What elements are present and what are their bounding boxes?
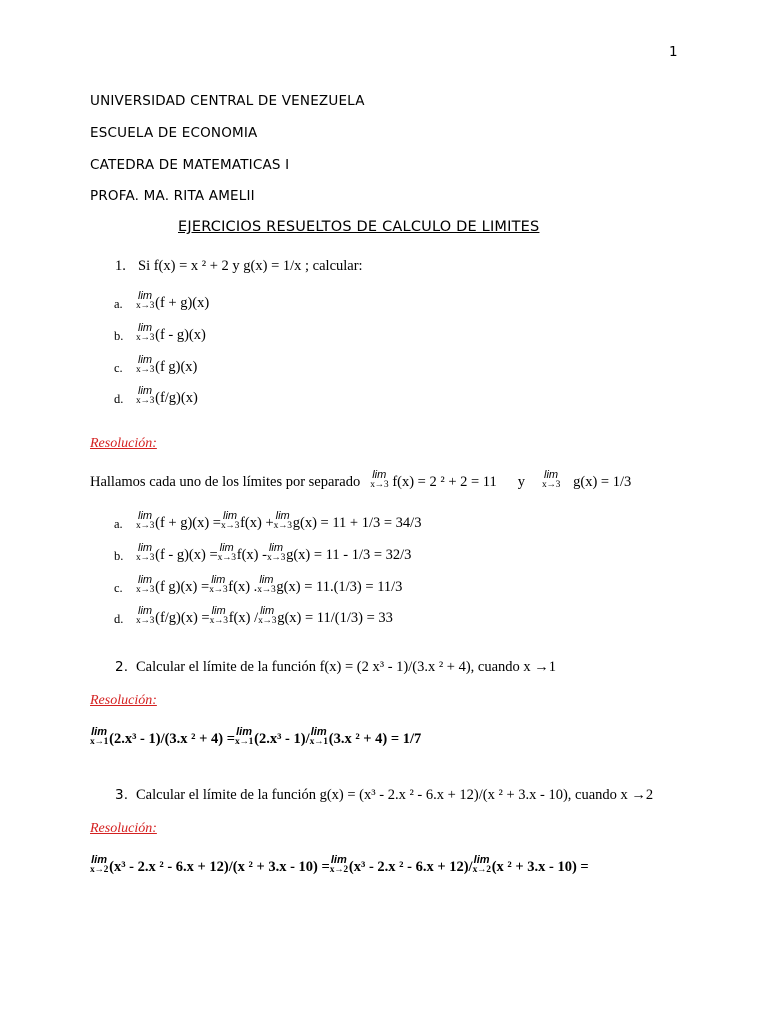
solution-expression: (f - g)(x) = [155, 546, 218, 563]
limit-operator: lim x→3 [136, 290, 155, 311]
limit-operator: lim x→3 [136, 574, 155, 595]
solution-result: g(x) = 11 + 1/3 = 34/3 [292, 514, 422, 531]
conjunction: y [517, 473, 526, 490]
item-label: c. [114, 360, 123, 375]
g-limit-value: g(x) = 1/3 [573, 473, 632, 490]
solution-expression: (2.x³ - 1)/ [254, 730, 310, 747]
limit-operator: lim x→3 [136, 542, 155, 563]
solution-expression: (x ² + 3.x - 10) = [491, 858, 589, 875]
exercise-2-solution [90, 727, 421, 748]
limit-operator: lim x→3 [136, 510, 155, 531]
exercise-2-statement: Calcular el límite de la función f(x) = (2 x³ - 1)/(3.x ² + 4), cuando x →1 [136, 659, 557, 675]
item-label: d. [114, 611, 124, 626]
solution-result: (3.x ² + 4) = 1/7 [328, 730, 422, 747]
solution-result: g(x) = 11 - 1/3 = 32/3 [286, 546, 412, 563]
item-label: a. [114, 516, 123, 531]
resolution-heading-3: Resolución: [90, 821, 157, 836]
limit-operator: lim x→1 [235, 726, 254, 747]
limit-operator: lim x→2 [329, 854, 348, 875]
limit-operator: lim x→3 [209, 574, 228, 595]
solution-c [114, 575, 402, 596]
page-number: 1 [669, 44, 678, 60]
solution-result: g(x) = 11/(1/3) = 33 [277, 609, 393, 626]
limit-operator: lim x→3 [136, 385, 155, 406]
solution-d [114, 606, 393, 627]
header-university: UNIVERSIDAD CENTRAL DE VENEZUELA [90, 93, 365, 109]
header-professor: PROFA. MA. RITA AMELII [90, 188, 255, 204]
item-label: a. [114, 296, 123, 311]
resolution-heading-1: Resolución: [90, 436, 157, 451]
solution-expression: f(x) . [228, 578, 258, 595]
limit-operator: lim x→3 [136, 605, 155, 626]
exercise-3-solution [90, 855, 589, 876]
solution-expression: (f + g)(x) = [155, 514, 221, 531]
limit-operator: lim x→3 [209, 605, 228, 626]
limit-operator: lim x→3 [273, 510, 292, 531]
item-label: c. [114, 580, 123, 595]
limit-operator: lim x→1 [309, 726, 328, 747]
item-label: b. [114, 548, 124, 563]
solution-expression: f(x) - [236, 546, 267, 563]
exercise-1-statement: Si f(x) = x ² + 2 y g(x) = 1/x ; calcular: [138, 258, 363, 274]
solution-expression: (f/g)(x) = [155, 609, 210, 626]
item-label: b. [114, 328, 124, 343]
exercise-3-number: 3. [115, 787, 129, 803]
limit-operator: lim x→1 [90, 726, 109, 747]
solution-expression: (x³ - 2.x ² - 6.x + 12)/(x ² + 3.x - 10) = [109, 858, 330, 875]
f-limit-value: f(x) = 2 ² + 2 = 11 [392, 473, 497, 490]
exercise-1-item-a [114, 291, 209, 312]
solution-expression: (f g)(x) = [155, 578, 210, 595]
solution-a [114, 511, 421, 532]
limit-operator: lim x→3 [257, 574, 276, 595]
solution-expression: (x³ - 2.x ² - 6.x + 12)/ [348, 858, 473, 875]
exercise-1-item-c [114, 355, 197, 376]
item-expression: (f + g)(x) [155, 294, 210, 311]
limit-operator: lim x→3 [542, 469, 561, 490]
solution-expression: f(x) + [240, 514, 274, 531]
limit-operator: lim x→2 [90, 854, 109, 875]
document-title: EJERCICIOS RESUELTOS DE CALCULO DE LIMITES [178, 219, 540, 235]
limit-operator: lim x→3 [220, 510, 240, 531]
solution-expression: (2.x³ - 1)/(3.x ² + 4) = [109, 730, 236, 747]
header-chair: CATEDRA DE MATEMATICAS I [90, 157, 290, 173]
header-school: ESCUELA DE ECONOMIA [90, 125, 258, 141]
limit-operator: lim x→3 [136, 322, 155, 343]
item-label: d. [114, 391, 124, 406]
intro-text: Hallamos cada uno de los límites por separado [90, 473, 361, 490]
solution-b [114, 543, 411, 564]
item-expression: (f - g)(x) [155, 326, 206, 343]
limit-operator: lim x→3 [266, 542, 286, 563]
item-expression: (f/g)(x) [155, 389, 198, 406]
limit-operator: lim x→3 [136, 354, 155, 375]
exercise-1-intro-line [90, 470, 631, 491]
exercise-1-item-d [114, 386, 198, 407]
resolution-heading-2: Resolución: [90, 693, 157, 708]
exercise-1-item-b [114, 323, 206, 344]
exercise-2-number: 2. [115, 659, 129, 675]
exercise-3-statement: Calcular el límite de la función g(x) = (x³ - 2.x ² - 6.x + 12)/(x ² + 3.x - 10), cuando x →2 [136, 787, 654, 803]
limit-operator: lim x→3 [217, 542, 236, 563]
item-expression: (f g)(x) [155, 358, 198, 375]
solution-result: g(x) = 11.(1/3) = 11/3 [276, 578, 403, 595]
limit-operator: lim x→3 [258, 605, 277, 626]
exercise-1-number: 1. [115, 258, 126, 274]
limit-operator: lim x→3 [370, 469, 389, 490]
limit-operator: lim x→2 [472, 854, 491, 875]
solution-expression: f(x) / [228, 609, 259, 626]
